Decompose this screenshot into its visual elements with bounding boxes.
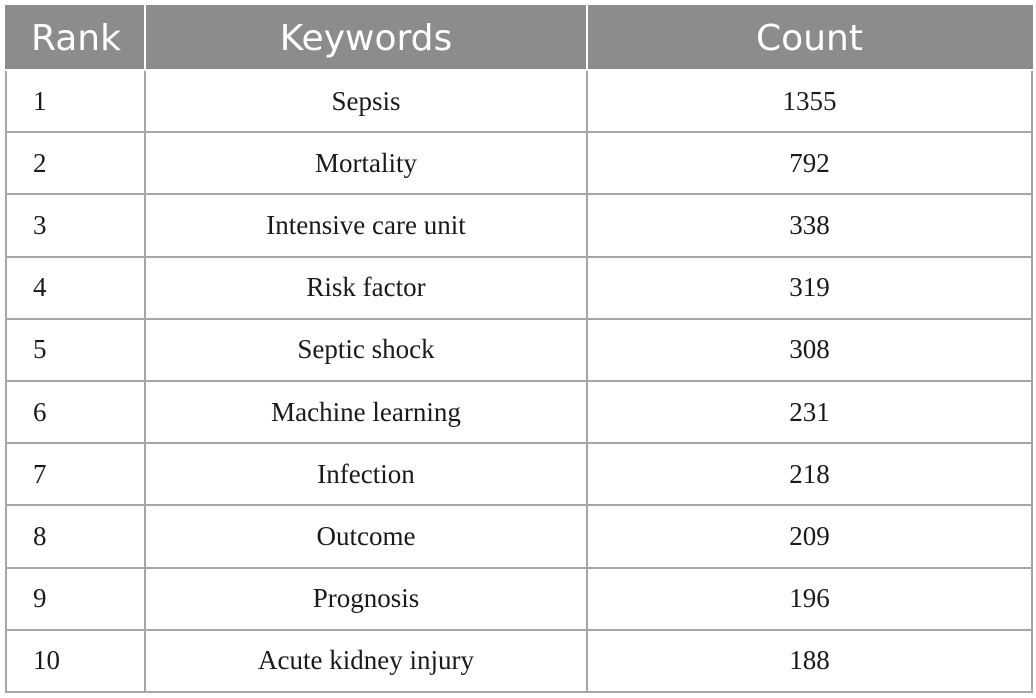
column-header-keywords: Keywords: [145, 6, 587, 70]
count-cell: 196: [587, 568, 1032, 630]
keyword-cell: Acute kidney injury: [145, 630, 587, 692]
table-body: [6, 70, 1032, 692]
keyword-cell: Septic shock: [145, 319, 587, 381]
keywords-table: [5, 5, 1033, 693]
count-cell: 338: [587, 194, 1032, 256]
count-cell: 1355: [587, 70, 1032, 132]
table-row: [6, 443, 1032, 505]
count-cell: 209: [587, 505, 1032, 567]
keyword-cell: Infection: [145, 443, 587, 505]
count-cell: 218: [587, 443, 1032, 505]
keyword-cell: Intensive care unit: [145, 194, 587, 256]
keyword-cell: Machine learning: [145, 381, 587, 443]
count-cell: 792: [587, 132, 1032, 194]
table-row: [6, 194, 1032, 256]
table-row: [6, 319, 1032, 381]
table-row: [6, 70, 1032, 132]
table-row: [6, 381, 1032, 443]
rank-cell: 2: [6, 132, 145, 194]
table-row: [6, 505, 1032, 567]
count-cell: 308: [587, 319, 1032, 381]
column-header-rank: Rank: [6, 6, 145, 70]
header-row: [6, 6, 1032, 70]
rank-cell: 1: [6, 70, 145, 132]
table-row: [6, 132, 1032, 194]
count-cell: 188: [587, 630, 1032, 692]
keyword-cell: Prognosis: [145, 568, 587, 630]
keyword-cell: Outcome: [145, 505, 587, 567]
rank-cell: 7: [6, 443, 145, 505]
rank-cell: 5: [6, 319, 145, 381]
keyword-cell: Mortality: [145, 132, 587, 194]
keyword-cell: Risk factor: [145, 257, 587, 319]
rank-cell: 8: [6, 505, 145, 567]
keyword-cell: Sepsis: [145, 70, 587, 132]
count-cell: 319: [587, 257, 1032, 319]
rank-cell: 9: [6, 568, 145, 630]
rank-cell: 4: [6, 257, 145, 319]
keywords-table-container: [5, 5, 1031, 693]
table-row: [6, 568, 1032, 630]
rank-cell: 3: [6, 194, 145, 256]
column-header-count: Count: [587, 6, 1032, 70]
table-row: [6, 257, 1032, 319]
rank-cell: 10: [6, 630, 145, 692]
count-cell: 231: [587, 381, 1032, 443]
table-header: [6, 6, 1032, 70]
rank-cell: 6: [6, 381, 145, 443]
table-row: [6, 630, 1032, 692]
